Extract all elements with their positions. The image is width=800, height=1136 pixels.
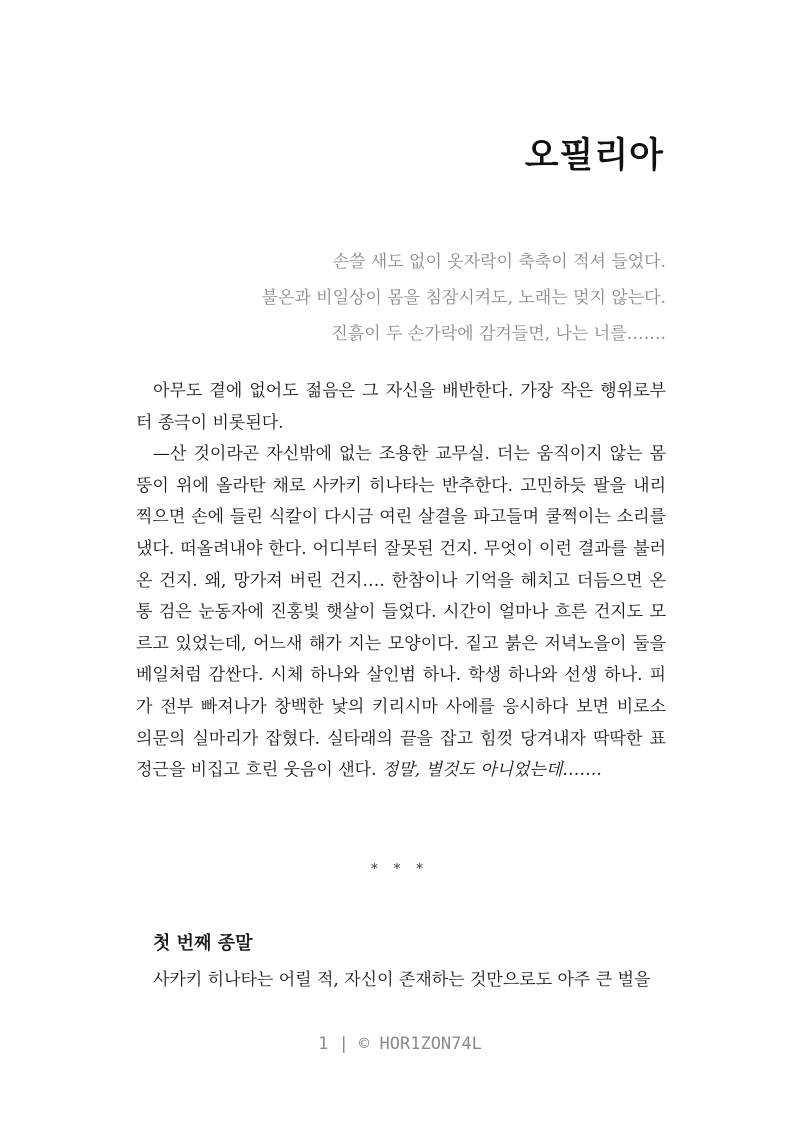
paragraph	[136, 439, 666, 787]
paragraph: 사카키 히나타는 어릴 적, 자신이 존재하는 것만으로도 아주 큰 벌을	[153, 970, 651, 990]
epigraph-line: 손쓸 새도 없이 옷자락이 축축이 적셔 들었다.	[332, 252, 666, 272]
paragraph	[136, 376, 666, 439]
epigraph-line: 진흙이 두 손가락에 감겨들면, 나는 너를…….	[331, 324, 666, 344]
epigraph-line: 불온과 비일상이 몸을 침잠시켜도, 노래는 멎지 않는다.	[261, 288, 666, 308]
paragraph-text: —산 것이라곤 자신밖에 없는 조용한 교무실. 더는 움직이지 않는 몸뚱이 위에 올라탄 채로 사카키 히나타는 반추한다. 고민하듯 팔을 내리찍으면 손에 들린 식칼이 다시금 여린 살결을 파고들며 쿨쩍이는 소리를 냈다. 떠올려내야 한다. 어디부터 잘못된 건지. 무엇이 이런 결과를 불러온 건지. 왜, 망가져 버린 건지…. 한참이나 기억을 헤치고 더듬으면 온통 검은 눈동자에 진홍빛 햇살이 들었다. 시간이 얼마나 흐른 건지도 모르고 있었는데, 어느새 해가 지는 모양이다. 짙고 붉은 저녁노을이 둘을 베일처럼 감싼다. 시체 하나와 살인범 하나. 학생 하나와 선생 하나. 피가 전부 빠져나가 창백한 낯의 키리시마 사에를 응시하다 보면 비로소 의문의 실마리가 잡혔다. 실타래의 끝을 잡고 힘껏 당겨내자 딱딱한 표정근을 비집고 흐린 웃음이 샌다.	[136, 444, 666, 781]
page-footer: 1 | © HOR1ZON74L	[318, 1034, 482, 1054]
epigraph	[261, 244, 666, 352]
italic-remark: 정말, 별것도 아니었는데…….	[381, 760, 602, 781]
chapter-section	[136, 928, 666, 996]
section-separator: * * *	[371, 862, 429, 877]
paragraph-text: 아무도 곁에 없어도 젊음은 그 자신을 배반한다. 가장 작은 행위로부터 종극이 비롯된다.	[136, 381, 666, 433]
body-text	[136, 376, 666, 787]
page-title: 오필리아	[524, 136, 664, 176]
section-heading: 첫 번째 종말	[153, 933, 253, 954]
